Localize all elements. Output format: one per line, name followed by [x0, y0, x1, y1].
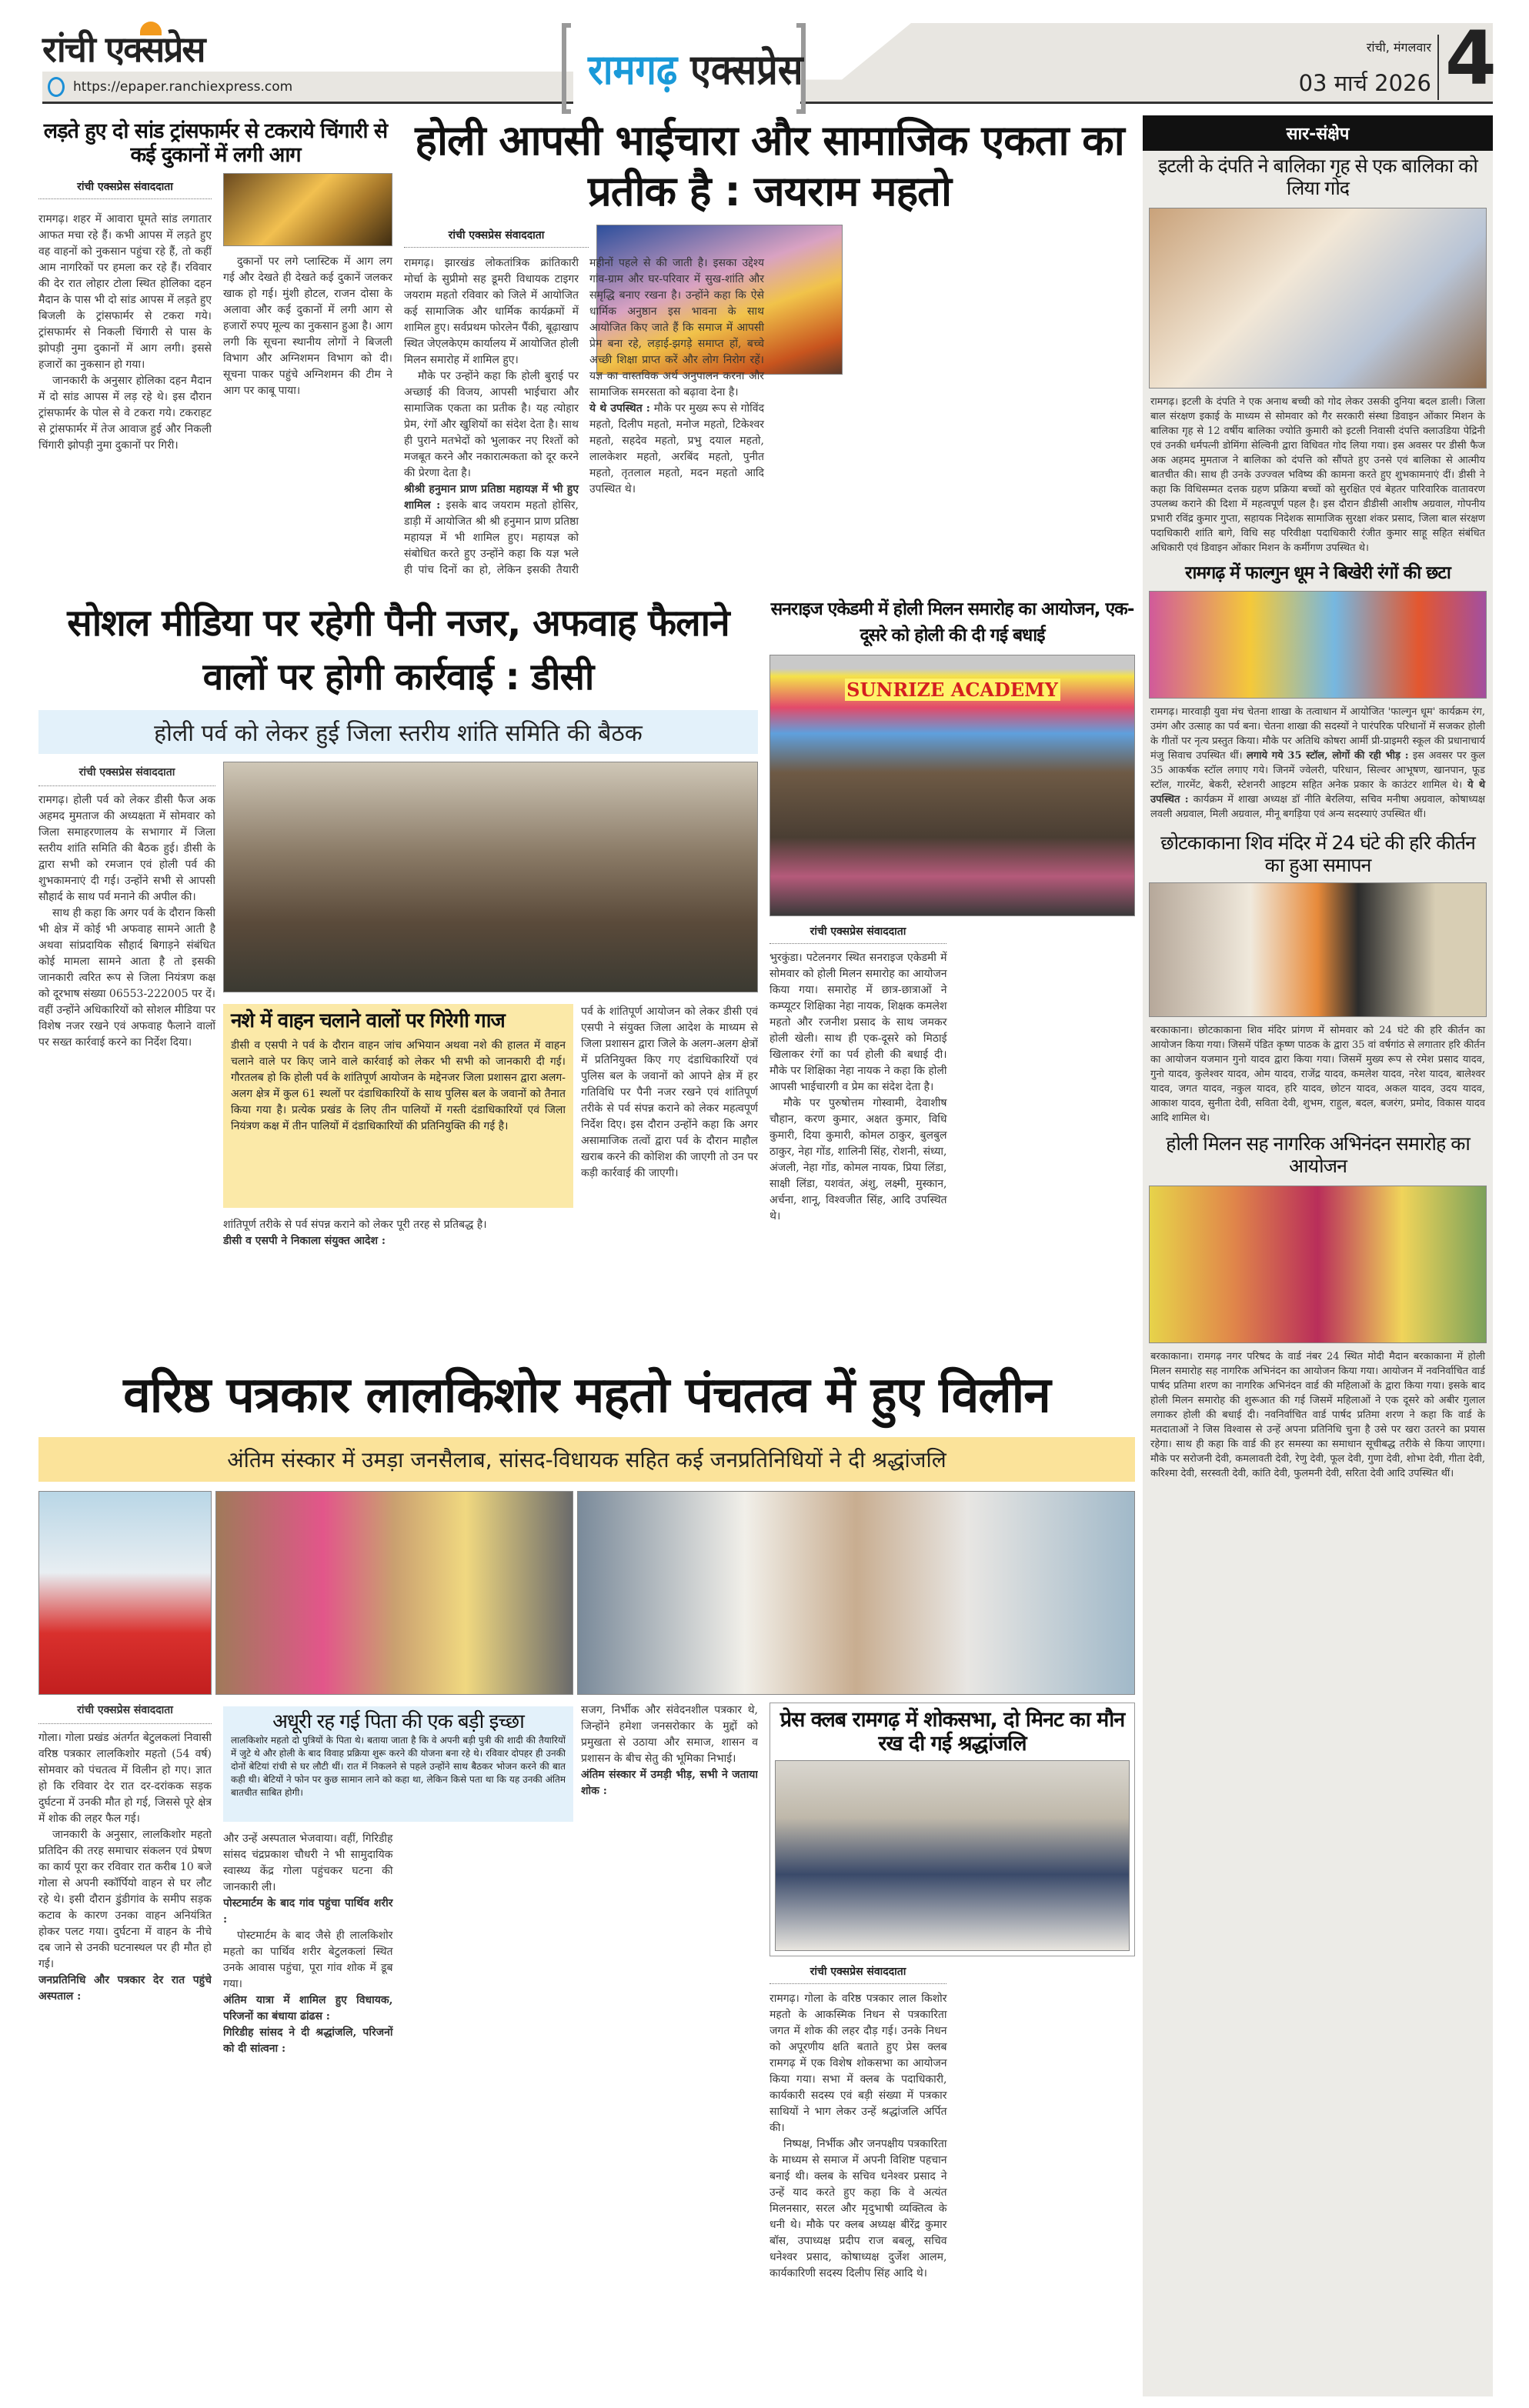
- academy-banner-text: SUNRIZE ACADEMY: [845, 679, 1060, 701]
- kirtan-photo: [1149, 882, 1487, 1017]
- byline: रांची एक्सप्रेस संवाददाता: [770, 924, 946, 944]
- story-body-area: [38, 173, 392, 589]
- edition-name-blue: रामगढ़: [588, 45, 678, 94]
- subheading: डीसी व एसपी ने निकाला संयुक्त आदेश :: [223, 1235, 386, 1247]
- story-jairam: [404, 115, 1135, 589]
- drunk-driving-box: [223, 1004, 573, 1208]
- box-text: लालकिशोर महतो दो पुत्रियों के पिता थे। बताया जाता है कि वे अपनी बड़ी पुत्री की शादी की तैयारियों में जुटे थे और होली के बाद विवाह प्रक्रिया शुरू करने की योजना बना रहे थे। रविवार दोपहर ही उनकी दोनों बेटियां रांची से घर लौटी थीं। रात में निकलने से पहले उन्होंने साथ बैठकर भोजन करने की बात कही थी। बेटियों ने फोन पर कुछ सामान लाने को कहा था, लेकिन किसे पता था कि यह उनकी अंतिम बातचीत साबित होगी।: [231, 1734, 566, 1798]
- paragraph: भुरकुंडा। पटेलनगर स्थित सनराइज एकेडमी में सोमवार को होली मिलन समारोह का आयोजन किया गया। समारोह में छात्र-छात्राओं ने कम्प्यूटर शिक्षिका नेहा नायक, शिक्षक कमलेश महतो और रजनीश प्रसाद के साथ जमकर होली खेली। साथ ही एक-दूसरे को मिठाई खिलाकर रंगों का पर्व होली की बधाई दी। मौके पर शिक्षिका नेहा नायक ने कहा कि होली आपसी भाईचारगी व प्रेम का संदेश देता है।: [770, 952, 947, 1093]
- newspaper-logo: रांची एक्सप्रेस: [42, 28, 205, 70]
- body-mid: [223, 1831, 573, 2396]
- body: [770, 950, 1135, 1350]
- body-col-right: [223, 254, 392, 589]
- body-right: [581, 1703, 758, 2396]
- byline: रांची एक्सप्रेस संवाददाता: [770, 1964, 946, 1984]
- father-wish-box: [223, 1706, 573, 1822]
- paragraph: जानकारी के अनुसार होलिका दहन मैदान में दो सांड आपस में लड़ रहे थे। इस दौरान ट्रांसफार्मर के पोल से वे टकरा गये। टकराहट से ट्रांसफार्मर में तेज आवाज हुई और निकली चिंगारी झोपड़ी नुमा दुकानों पर गिरी।: [38, 375, 212, 452]
- subheadline: होली पर्व को लेकर हुई जिला स्तरीय शांति समिति की बैठक: [154, 720, 643, 747]
- headline: प्रेस क्लब रामगढ़ में शोकसभा, दो मिनट का मौन रख दी गई श्रद्धांजलि: [780, 1708, 1125, 1756]
- paragraph: पर्व के शांतिपूर्ण आयोजन को लेकर डीसी एवं एसपी ने संयुक्त जिला आदेश के माध्यम से जिला प्रशासन द्वारा जिले के अलग-अलग क्षेत्रों में प्रतिनियुक्त किए गए दंडाधिकारियों एवं पुलिस बल के जवानों को आपने क्षेत्र में हर गतिविधि पर पैनी नजर रखने एवं शांतिपूर्ण तरीके से पर्व संपन्न कराने को लेकर महत्वपूर्ण निर्देश दिए। इस दौरान उन्होंने कहा कि अगर असामाजिक तत्वों द्वारा पर्व के दौरान माहौल खराब करने की कोशिश की जाएगी तो उन पर कड़ी कार्रवाई की जाएगी।: [581, 1006, 758, 1179]
- left-col: [38, 765, 215, 1350]
- paragraph: रामगढ़। मारवाड़ी युवा मंच चेतना शाखा के तत्वाधान में आयोजित 'फाल्गुन धूम' कार्यक्रम रंग, उमंग और उत्साह का पर्व बना। चेतना शाखा की सदस्यों ने पारंपरिक परिधानों में सजकर होली के गीतों पर नृत्य प्रस्तुत किया। मौके पर अतिथि कोषरा आर्मी प्री-प्राइमरी स्कूल की प्रधानाचार्य मंजु सिवाच उपस्थित थीं।: [1150, 705, 1485, 762]
- edition-title: [588, 42, 803, 96]
- paragraph: निष्पक्ष, निर्भीक और जनपक्षीय पत्रकारिता के माध्यम से समाज में अपनी विशिष्ट पहचान बनाई थी। क्लब के सचिव धनेश्वर प्रसाद ने उन्हें याद करते हुए कहा कि वे अत्यंत मिलनसार, सरल और मृदुभाषी व्यक्तित्व के धनी थे। मौके पर क्लब अध्यक्ष बीरेंद्र कुमार बॉस, उपाध्यक्ष प्रदीप राज बबलू, सचिव धनेश्वर प्रसाद, कोषाध्यक्ष दुर्जेश आलम, कार्यकारिणी सदस्य दिलीप सिंह आदि थे।: [770, 2138, 947, 2280]
- press-club-body: [770, 1991, 1135, 2396]
- box-title: अधूरी रह गई पिता की एक बड़ी इच्छा: [272, 1710, 524, 1733]
- paragraph: इसके बाद जयराम महतो होसिर, डाड़ी में आयोजित श्री श्री हनुमान प्राण प्रतिष्ठा महायज्ञ में भी शामिल हुए। महायज्ञ को संबोधित करते हुए उन्होंने कहा कि यज्ञ भले ही पांच दिनों का हो, लेकिन इसकी तैयारी महीनों पहले से की जाती है। इसका उद्देश्य गांव-ग्राम और घर-परिवार में सुख-शांति और समृद्धि बनाए रखना है। उन्होंने कहा कि ऐसे धार्मिक अनुष्ठान इस भावना के साथ आयोजित किए जाते हैं कि समाज में आपसी प्रेम बना रहे, लड़ाई-झगड़े समाप्त हों, बच्चे अच्छी शिक्षा प्राप्त करें और लोग निरोग रहें। यज्ञ का वास्तविक अर्थ अनुपालन करना और सामाजिक समरसता को बढ़ावा देना है।: [404, 257, 764, 576]
- brief-text: बरकाकाना। रामगढ़ नगर परिषद के वार्ड नंबर 24 स्थित मोदी मैदान बरकाकाना में होली मिलन समारोह सह नागरिक अभिनंदन का आयोजन किया गया। आयोजन में नवनिर्वाचित वार्ड पार्षद प्रतिमा शरण का नागरिक अभिनंदन वार्ड की महिलाओं के द्वारा किया गया। इसके बाद होली मिलन समारोह की शुरूआत की गई जिसमें महिलाओं ने एक दूसरे को अबीर गुलाल लगाकर होली की बधाई दी। नवनिर्वाचित वार्ड पार्षद प्रतिमा शरण ने कहा कि वार्ड के मतदाताओं ने जिस विश्वास से उन्हें अपना प्रतिनिधि चुना है उसे पर खरा उतरने का प्रयास रहेगा। साथ ही कहा कि वार्ड की हर समस्या का समाधान सूचीबद्ध तरीके से किया जाएगा। मौके पर सरोजनी देवी, कमलावती देवी, रेणु देवी, फूल देवी, गुणा देवी, शोभा देवी, गीता देवी, करिश्मा देवी, सरस्वती देवी, कांति देवी, फुलमनी देवी, सरिता देवी आदि उपस्थित थीं।: [1150, 1350, 1485, 1479]
- brief-text: [1143, 702, 1493, 825]
- paragraph: रामगढ़। गोला के वरिष्ठ पत्रकार लाल किशोर महतो के आकस्मिक निधन से पत्रकारिता जगत में शोक की लहर दौड़ गई। उनके निधन को अपूरणीय क्षति बताते हुए प्रेस क्लब रामगढ़ में एक विशेष शोकसभा का आयोजन किया गया। सभा में क्लब के पदाधिकारी, कार्यकारी सदस्य एवं बड़ी संख्या में पत्रकार साथियों ने भाग लेकर उन्हें श्रद्धांजलि अर्पित की।: [770, 1993, 947, 2134]
- paragraph: दुकानों पर लगे प्लास्टिक में आग लग गई और देखते ही देखते कई दुकानें जलकर खाक हो गई। मुंशी होटल, राजन दोसा के अलावा और कई दुकानों में लगी आग से हजारों रुपए मूल्य का नुकसान हुआ है। आग लगी कि सूचना स्थानीय लोगों ने बिजली विभाग और अग्निशमन विभाग को दी। सूचना पाकर पहुंचे अग्निशमन की टीम ने आग पर काबू पाया।: [223, 255, 392, 398]
- story-sunrise: [770, 596, 1135, 1350]
- subheadline: अंतिम संस्कार में उमड़ा जनसैलाब, सांसद-विधायक सहित कई जनप्रतिनिधियों ने दी श्रद्धांजलि: [227, 1447, 946, 1472]
- phalgun-dhoom-photo: [1149, 591, 1487, 699]
- byline: रांची एक्सप्रेस संवाददाता: [38, 179, 212, 199]
- brief-headline: छोटकाकाना शिव मंदिर में 24 घंटे की हरि कीर्तन का हुआ समापन: [1160, 831, 1475, 876]
- epaper-url-link[interactable]: https://epaper.ranchiexpress.com: [73, 79, 293, 95]
- story-body-area: [38, 762, 758, 1350]
- byline: रांची एक्सप्रेस संवाददाता: [38, 1703, 212, 1724]
- divider: [1437, 35, 1439, 100]
- story-dc: [38, 596, 758, 1350]
- academy-photo: [770, 655, 1135, 916]
- brief-headline: इटली के दंपति ने बालिका गृह से एक बालिका को लिया गोद: [1158, 155, 1477, 199]
- brief-headline: होली मिलन सह नागरिक अभिनंदन समारोह का आयोजन: [1166, 1132, 1470, 1178]
- byline: रांची एक्सप्रेस संवाददाता: [404, 228, 589, 248]
- funeral-procession-photo: [215, 1491, 573, 1695]
- edition-bracket-left: [562, 23, 571, 114]
- condolence-meeting-photo: [775, 1760, 1130, 1951]
- headline: होली आपसी भाईचारा और सामाजिक एकता का प्रतीक है : जयराम महतो: [415, 116, 1124, 215]
- headline: लड़ते हुए दो सांड ट्रांसफार्मर से टकराये चिंगारी से कई दुकानों में लगी आग: [43, 119, 388, 168]
- brief-text: बरकाकाना। छोटकाकाना शिव मंदिर प्रांगण में सोमवार को 24 घंटे की हरि कीर्तन का आयोजन किया गया। जिसमें पंडित कृष्ण पाठक के द्वारा 35 वां वर्षगांठ से लगातार हरि कीर्तन का आयोजन यजमान गुनो यादव द्वारा किया गया। जिसमें मुख्य रूप से रमेश प्रसाद यादव, गुनो यादव, कुलेश्वर यादव, ओम यादव, राजेंद्र यादव, कमलेश यादव, नरेश यादव, बालेश्वर यादव, जगत यादव, नकुल यादव, हरि यादव, छोटन यादव, अकल यादव, उदय यादव, आकाश यादव, सुनीता देवी, सविता देवी, शुभम, राहुल, बदल, बजरंग, प्रमोद, विकास यादव आदि शामिल थे।: [1150, 1025, 1485, 1125]
- subheading: श्रीश्री हनुमान प्राण प्रतिष्ठा महायज्ञ में भी हुए शामिल :: [404, 483, 579, 512]
- story-bulls: [38, 119, 392, 589]
- body-col-left: [38, 212, 212, 589]
- paragraph: रामगढ़। शहर में आवारा घूमते सांड लगातार आफत मचा रहे हैं। कभी आपस में लड़ते हुए वह वाहनों को नुकसान पहुंचा रहे हैं, तो कहीं आम नागरिकों पर हमला कर रहे हैं। रविवार की देर रात लोहार टोला स्थित होलिका दहन मैदान के पास भी दो सांड आपस में लड़ते हुए बिजली के ट्रांसफार्मर से टकरा गये। ट्रांसफार्मर से निकली चिंगारी से पास के झोपड़ी नुमा दुकानों में आग लगी। इससे हजारों का नुकसान हो गया।: [38, 213, 212, 372]
- paragraph: मौके पर पुरुषोत्तम गोस्वामी, देवाशीष चौहान, करण कुमार, अक्षत कुमार, विधि कुमारी, दिया कुमारी, कोमल ठाकुर, बुलबुल ठाकुर, नेहा गोंड, शालिनी सिंह, रोशनी, संध्या, अंजली, नेहा गोंड, कोमल नायक, प्रिया लिंडा, साक्षी लिंडा, यशवंत, अंशु, लक्ष्मी, मुस्कान, अर्चना, शानू, विश्वजीत सिंह, आदि उपस्थित थे।: [770, 1097, 947, 1222]
- globe-icon: [48, 77, 65, 97]
- portrait-photo: [38, 1491, 212, 1695]
- body-right-cols: [223, 1217, 573, 1350]
- page-number: 4: [1445, 15, 1497, 102]
- left-col: [38, 1703, 212, 2396]
- story-body-area: [38, 1491, 1135, 2396]
- subheadline-band: [38, 710, 758, 754]
- subheading: ये थे उपस्थित :: [1150, 779, 1486, 805]
- box-title: नशे में वाहन चलाने वालों पर गिरेगी गाज: [231, 1009, 505, 1032]
- paragraph: सजग, निर्भीक और संवेदनशील पत्रकार थे, जिन्होंने हमेशा जनसरोकार के मुद्दों को प्रमुखता से उठाया और समाज, शासन व प्रशासन के बीच सेतु की भूमिका निभाई।: [581, 1704, 758, 1765]
- subheading: अंतिम यात्रा में शामिल हुए विधायक, परिजनों का बंधाया ढांढस :: [223, 1994, 393, 2023]
- subheading: पोस्टमार्टम के बाद गांव पहुंचा पार्थिव शरीर :: [223, 1897, 393, 1926]
- body-far-col: [581, 1004, 758, 1350]
- adoption-photo: [1149, 208, 1487, 389]
- subheading: लगाये गये 35 स्टॉल, लोगों की रही भीड़ :: [1246, 749, 1409, 762]
- peace-committee-photo: [223, 762, 758, 992]
- paragraph: रामगढ़। होली पर्व को लेकर डीसी फैज अक अहमद मुमताज की अध्यक्षता में सोमवार को जिला समाहरणालय के सभागार में जिला स्तरीय शांति समिति की बैठक हुई। डीसी के द्वारा सभी को रमजान एवं होली पर्व की शुभकामनाएं दी गई। उन्होंने सभी से आपसी सौहार्द के साथ पर्व मनाने की अपील की।: [38, 794, 215, 903]
- politicians-tribute-photo: [577, 1491, 1135, 1695]
- byline: रांची एक्सप्रेस संवाददाता: [38, 765, 215, 786]
- paragraph: इस अवसर पर कुल 35 आकर्षक स्टॉल लगाए गये। जिनमें ज्वेलरी, परिधान, सिल्वर आभूषण, खानपान, फूड स्टॉल, गारमेंट, बेकरी, स्टेशनरी आइटम सहित अनेक प्रकार के काउंटर शामिल थे।: [1150, 749, 1486, 791]
- body-columns: [404, 255, 1135, 589]
- paragraph: मौके पर उन्होंने कहा कि होली बुराई पर अच्छाई की विजय, आपसी भाईचारा और सामाजिक एकता का प्रतीक है। यह त्योहार प्रेम, रंगों और खुशियों का संदेश देता है। साथ ही पुराने मतभेदों को भुलाकर नए रिश्तों को मजबूत करने और नकारात्मकता को दूर करने की प्रेरणा देता है।: [404, 370, 579, 479]
- headline: वरिष्ठ पत्रकार लालकिशोर महतो पंचतत्व में हुए विलीन: [123, 1367, 1050, 1424]
- city-day: रांची, मंगलवार: [1366, 40, 1431, 55]
- paragraph: रामगढ़। झारखंड लोकतांत्रिक क्रांतिकारी मोर्चा के सुप्रीमो सह डूमरी विधायक टाइगर जयराम महतो रविवार को जिले में आयोजित कई सामाजिक और धार्मिक कार्यक्रमों में शामिल हुए। सर्वप्रथम फोरलेन पैंकी, बूढ़ाखाप स्थित जेएलकेएम कार्यालय में आयोजित होली मिलन समारोह में शामिल हुए।: [404, 257, 579, 366]
- press-club-box: [770, 1703, 1135, 1956]
- brief-text: रामगढ़। इटली के दंपति ने एक अनाथ बच्ची को गोद लेकर उसकी दुनिया बदल डाली। जिला बाल संरक्षण इकाई के माध्यम से सोमवार को गैर सरकारी संस्था डिवाइन ओंकार मिशन के बालिका गृह से 12 वर्षीय बालिका ज्योति कुमारी को इटली निवासी दंपत्ति क्लाउडिया पेद्रिनी एवं उनकी धर्मपत्नी डोमिंगा सेल्विनी द्वारा विधिवत गोद लिया गया। इस अवसर पर डीसी फैज अक अहमद मुमताज ने बालिका को दंपत्ति को सौंपते हुए उनसे एवं बालिका से आत्मीय बातचीत की। साथ ही उनके उज्ज्वल भविष्य की कामना करते हुए शुभकामनाएं दीं। डीसी ने कहा कि विधिसम्मत दत्तक ग्रहण प्रक्रिया बच्चों को सुरक्षित एवं बेहतर पारिवारिक वातावरण उपलब्ध कराने की दिशा में महत्वपूर्ण पहल है। इस दौरान डीडीसी आशीष अग्रवाल, गोपनीय प्रभारी रविंद्र कुमार गुप्ता, सहायक निदेशक सामाजिक सुरक्षा शंकर प्रसाद, जिला बाल संरक्षण पदाधिकारी शांति बागे, विधि सह परिवीक्षा पदाधिकारी रंजीत कुमार साहू सहित संबंधित अधिकारी एवं डिवाइन ओंकार मिशन के कर्मीगण उपस्थित थे।: [1150, 395, 1485, 554]
- paragraph: कार्यक्रम में शाखा अध्यक्ष डॉ नीति बेरलिया, सचिव मनीषा अग्रवाल, कोषाध्यक्ष लवली अग्रवाल, मिली अग्रवाल, मीनू बगड़िया एवं अन्य सदस्याएं उपस्थित थीं।: [1150, 793, 1485, 820]
- box-text: डीसी व एसपी ने पर्व के दौरान वाहन जांच अभियान अथवा नशे की हालत में वाहन चलाने वाले पर किए जाने वाले कार्रवाई को लेकर भी सभी को जानकारी दी गई। गौरतलब हो कि होली पर्व के शांतिपूर्ण आयोजन के मद्देनजर जिला प्रशासन द्वारा अलग-अलग क्षेत्र में कुल 61 स्थलों पर दंडाधिकारियों के साथ पुलिस बल के जवानों को तैनात किया गया है। प्रत्येक प्रखंड के लिए तीन पालियों में गस्ती दंडाधिकारियों एवं जिला नियंत्रण कक्ष में तीन पालियों में दंडाधिकारियों की प्रतिनियुक्ति की गई है।: [231, 1039, 566, 1132]
- story-body-area: [404, 225, 1135, 589]
- paragraph: शांतिपूर्ण तरीके से पर्व संपन्न कराने को लेकर पूरी तरह से प्रतिबद्ध है।: [223, 1219, 487, 1231]
- story-lalkishore: [38, 1362, 1135, 2396]
- holi-milan-photo: [1149, 1186, 1487, 1343]
- paragraph: जानकारी के अनुसार, लालकिशोर महतो प्रतिदिन की तरह समाचार संकलन एवं प्रेषण का कार्य पूरा कर रविवार रात करीब 10 बजे गोला से अपनी स्कॉर्पियो वाहन से घर लौट रहे थे। इसी दौरान डुंडीगांव के समीप सड़क कटाव के कारण उनका वाहन अनियंत्रित होकर पलट गया। दुर्घटना में वाहन के नीचे दब जाने से उनकी घटनास्थल पर ही मौत हो गई।: [38, 1829, 212, 1970]
- edition-name-black: एक्सप्रेस: [690, 45, 803, 94]
- subheadline-band: [38, 1437, 1135, 1482]
- headline: सोशल मीडिया पर रहेगी पैनी नजर, अफवाह फैलाने वालों पर होगी कार्रवाई : डीसी: [67, 602, 729, 699]
- paragraph: पोस्टमार्टम के बाद जैसे ही लालकिशोर महतो का पार्थिव शरीर बेटुलकलां स्थित उनके आवास पहुंचा, पूरा गांव शोक में डूब गया।: [223, 1929, 393, 1990]
- brief-headline: रामगढ़ में फाल्गुन धूम ने बिखेरी रंगों की छटा: [1185, 562, 1451, 583]
- masthead: [0, 0, 1529, 112]
- subheading: गिरिडीह सांसद ने दी श्रद्धांजलि, परिजनों को दी सांत्वना :: [223, 2026, 393, 2055]
- sidebar-title: सार-संक्षेप: [1143, 115, 1493, 151]
- sidebar-brief: [1143, 115, 1493, 2396]
- paragraph: मौके पर मुख्य रूप से गोविंद महतो, दिलीप महतो, मनोज महतो, टिकेश्वर महतो, सहदेव महतो, प्रभु दयाल महतो, लालकेशर महतो, अरबिंद महतो, पुनीत महतो, तृतलाल महतो, मदन महतो आदि उपस्थित थे।: [589, 402, 765, 495]
- subheading: अंतिम संस्कार में उमड़ी भीड़, सभी ने जताया शोक :: [581, 1769, 758, 1797]
- paragraph: साथ ही कहा कि अगर पर्व के दौरान किसी भी क्षेत्र में कोई भी अफवाह सामने आती है अथवा सांप्रदायिक सौहार्द बिगाड़ने संबंधित कोई मामला सामने आता है तो इसकी जानकारी त्वरित रूप से जिला नियंत्रण कक्ष को दूरभाष संख्या 06553-222005 पर दें। वहीं उन्होंने अधिकारियों को सोशल मीडिया पर विशेष नजर रखने एवं अफवाह फैलाने वालों पर सख्त कार्रवाई करने का निर्देश दिया।: [38, 907, 215, 1049]
- subheading: ये थे उपस्थित :: [589, 402, 650, 415]
- headline: सनराइज एकेडमी में होली मिलन समारोह का आयोजन, एक-दूसरे को होली की दी गई बधाई: [770, 599, 1134, 645]
- issue-date: 03 मार्च 2026: [1298, 70, 1431, 96]
- paragraph: गोला। गोला प्रखंड अंतर्गत बेटुलकलां निवासी वरिष्ठ पत्रकार लालकिशोर महतो (54 वर्ष) सोमवार को पंचतत्व में विलीन हो गए। ज्ञात हो कि रविवार देर रात दर-दरांकक सड़क दुर्घटना में उनकी मौत हो गई, जिससे पूरे क्षेत्र में शोक की लहर फैल गई।: [38, 1732, 212, 1825]
- paragraph: और उन्हें अस्पताल भेजवाया। वहीं, गिरिडीह सांसद चंद्रप्रकाश चौधरी ने भी सामुदायिक स्वास्थ्य केंद्र गोला पहुंचकर घटना की जानकारी ली।: [223, 1833, 393, 1893]
- fire-photo: [223, 173, 392, 246]
- subheading: जनप्रतिनिधि और पत्रकार देर रात पहुंचे अस्पताल :: [38, 1974, 212, 2003]
